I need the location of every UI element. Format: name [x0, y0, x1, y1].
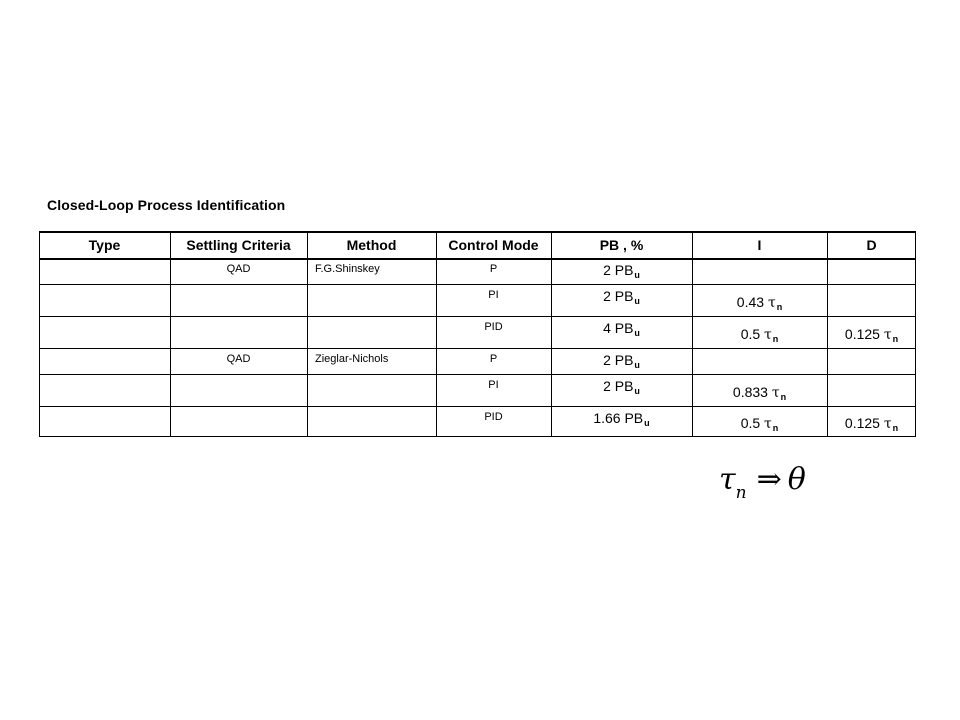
cell-pb-coefficient: 2 PB: [603, 352, 634, 368]
cell-i-coefficient: 0.43: [736, 294, 765, 310]
cell-pb-coefficient: 2 PB: [603, 288, 634, 304]
cell-method: Zieglar-Nichols: [315, 353, 389, 365]
cell-pb: [551, 352, 692, 370]
cell-pb-coefficient: 1.66 PB: [593, 410, 644, 426]
tau-to-theta-formula: [719, 462, 806, 503]
header-d: D: [866, 237, 877, 253]
table-row-divider: [39, 436, 916, 437]
cell-i-coefficient: 0.5: [740, 326, 761, 342]
cell-pb-coefficient: 2 PB: [603, 378, 634, 394]
cell-i: [692, 294, 827, 312]
cell-pb-subscript: u: [634, 328, 640, 338]
cell-i-tau-symbol: τ: [764, 327, 772, 343]
cell-pb-coefficient: 4 PB: [603, 320, 634, 336]
cell-i: [692, 326, 827, 344]
cell-pb-subscript: u: [634, 360, 640, 370]
formula-tau: τ: [719, 462, 736, 497]
implies-arrow-icon: ⇒: [756, 462, 782, 497]
cell-settling-criteria: QAD: [226, 263, 251, 275]
cell-control-mode: PID: [484, 411, 503, 423]
cell-d: [827, 326, 916, 344]
header-settling-criteria: Settling Criteria: [186, 237, 291, 253]
cell-d-coefficient: 0.125: [844, 415, 880, 431]
cell-control-mode: P: [489, 353, 498, 365]
cell-pb: [551, 262, 692, 280]
table-row-divider: [39, 374, 916, 375]
cell-pb-coefficient: 2 PB: [603, 262, 634, 278]
cell-method: F.G.Shinskey: [315, 263, 380, 275]
cell-i-subscript: n: [772, 423, 779, 433]
cell-d-coefficient: 0.125: [844, 326, 880, 342]
header-control-mode: Control Mode: [448, 237, 539, 253]
document-title: Closed-Loop Process Identification: [47, 197, 286, 213]
cell-pb-subscript: u: [644, 418, 650, 428]
cell-pb: [551, 288, 692, 306]
cell-i-tau-symbol: τ: [767, 295, 776, 311]
formula-tau-subscript: n: [735, 483, 747, 503]
table-row-divider: [39, 284, 916, 285]
header-i: I: [757, 237, 762, 253]
cell-i-coefficient: 0.5: [740, 415, 761, 431]
cell-d: [827, 415, 916, 433]
table-row-divider: [39, 316, 916, 317]
cell-d-subscript: n: [892, 334, 899, 344]
cell-d-tau-symbol: τ: [883, 416, 892, 432]
cell-pb-subscript: u: [634, 386, 640, 396]
cell-d-tau-symbol: τ: [883, 327, 892, 343]
cell-i-tau-symbol: τ: [771, 385, 780, 401]
cell-pb: [551, 320, 692, 338]
cell-pb-subscript: u: [634, 296, 640, 306]
header-type: Type: [88, 237, 121, 253]
cell-i: [692, 384, 827, 402]
cell-pb: [551, 410, 692, 428]
cell-control-mode: PID: [484, 321, 503, 333]
cell-control-mode: P: [489, 263, 498, 275]
cell-d-subscript: n: [892, 423, 899, 433]
cell-control-mode: PI: [488, 289, 499, 301]
table-row-divider: [39, 258, 916, 260]
formula-theta: θ: [787, 462, 806, 497]
cell-i: [692, 415, 827, 433]
cell-i-tau-symbol: τ: [764, 416, 772, 432]
cell-i-subscript: n: [780, 392, 787, 402]
header-pb: PB , %: [599, 237, 644, 253]
cell-settling-criteria: QAD: [226, 353, 251, 365]
cell-i-coefficient: 0.833: [732, 384, 768, 400]
identification-table: [39, 231, 916, 437]
cell-pb-subscript: u: [634, 270, 640, 280]
cell-pb: [551, 378, 692, 396]
table-row-divider: [39, 406, 916, 407]
cell-i-subscript: n: [776, 302, 783, 312]
header-method: Method: [346, 237, 397, 253]
cell-control-mode: PI: [488, 379, 499, 391]
table-row-divider: [39, 348, 916, 349]
table-row-divider: [39, 231, 916, 233]
cell-i-subscript: n: [772, 334, 779, 344]
